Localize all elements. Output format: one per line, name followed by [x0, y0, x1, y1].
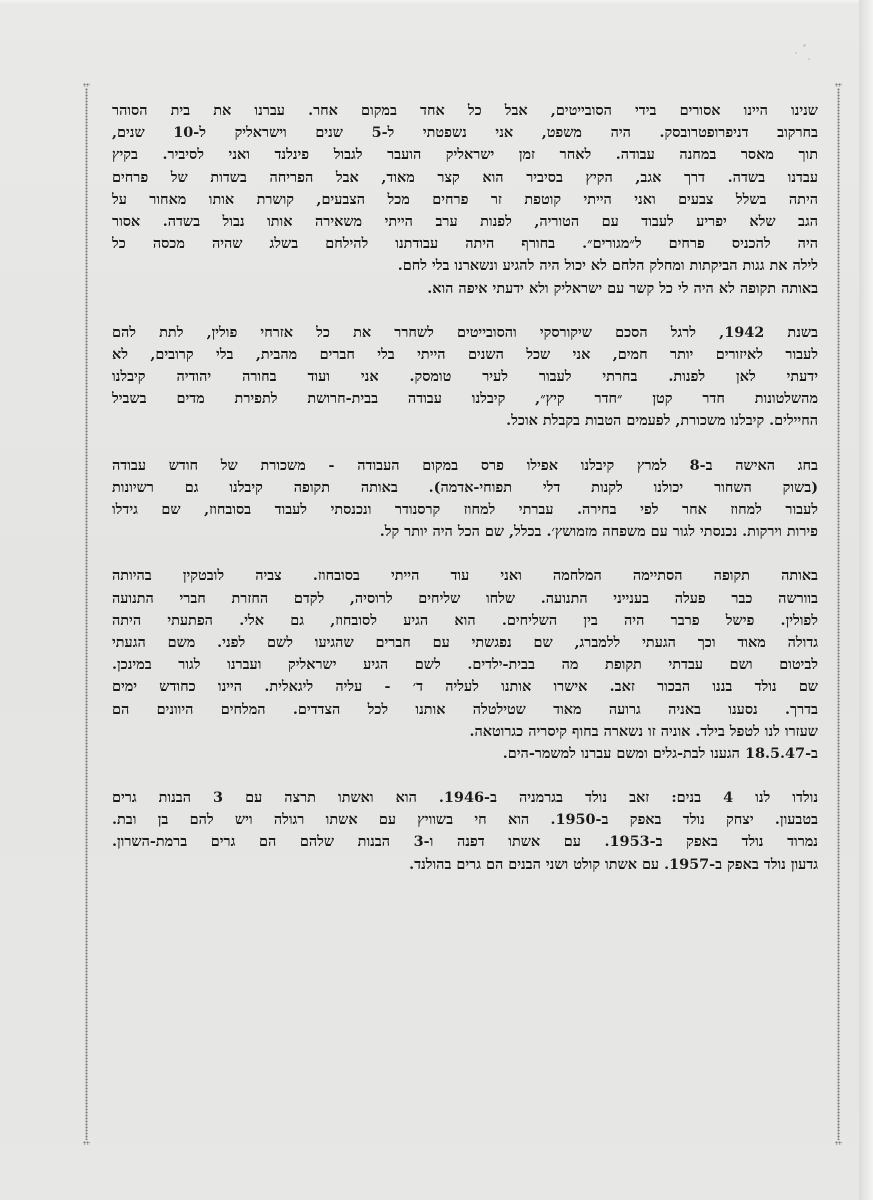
text-line: גדולה מאוד וכך הגעתי ללמברג, שם נפגשתי עם חברים שהגיעו לשם לפני. משם הגעתי — [112, 633, 818, 651]
text-line: שם נולד בננו הבכור זאב. אישרו אותנו לעליה ד׳ - עליה ליגאלית. היינו כחודש ימים — [112, 678, 818, 696]
right-dotted-border — [837, 88, 840, 1140]
text-line: עבדנו בשדה. דרך אגב, הקיץ בסיביר הוא קצר מאוד, אבל הפריחה בשדות של פרחים — [112, 168, 818, 186]
text-line: פירות וירקות. נכנסתי לגור עם משפחה מזמושץ׳. בכלל, שם הכל היה יותר קל. — [379, 523, 818, 541]
text-line: בדרך. נסענו באניה גרועה מאוד שטילטלה אותנו לכל הצדדים. המלחים היוונים הם — [112, 700, 818, 718]
text-line: לעבור למחוז אחר לפי בחירה. עברתי למחוז קרסנודר ונכנסתי לעבוד בסובחוז, שם גידלו — [112, 501, 818, 518]
text-line: שעזרו לנו לטפל בילד. אוניה זו נשארה בחוף קיסריה כגרוטאה. — [469, 722, 818, 740]
scan-top-edge — [0, 0, 873, 6]
scan-right-edge — [859, 0, 873, 1200]
text-line: בוורשה כבר פעלה בענייני התנועה. שלחו שליחים לרוסיה, לקדם החזרת חברי התנועה — [112, 589, 818, 607]
text-line: החיילים. קיבלנו משכורת, לפעמים הטבות בקבלת אוכל. — [506, 412, 818, 430]
text-line: בשנת 1942, לרגל הסכם שיקורסקי והסובייטים לשחרר את כל אזרחי פולין, לתת להם — [112, 323, 818, 341]
text-line: היתה בשלל צבעים ואני הייתי קוטפת זר פרחים מכל הצבעים, קושרת אותו מאחור על — [112, 190, 818, 208]
text-line: נמרוד נולד באפק ב-1953. עם אשתו דפנה ו-3 הבנות שלהם הם גרים ברמת-השרון. — [112, 833, 818, 851]
text-line: באותה תקופה לא היה לי כל קשר עם ישראליק ולא ידעתי איפה הוא. — [427, 279, 818, 297]
text-line: מהשלטונות חדר קטן ״חדר קיץ״, קיבלנו עבודה בבית-חרושת לתפירת מדים בשביל — [112, 390, 818, 408]
text-line: באותה תקופה הסתיימה המלחמה ואני עוד הייתי בסובחוז. צביה לובטקין בהיותה — [112, 567, 818, 585]
scan-speck — [808, 58, 810, 60]
paragraph — [112, 787, 818, 876]
paragraph — [112, 322, 818, 433]
text-line: לפולין. פישל פרבר היה בין השליחים. הוא הגיע לסובחוז, גם אלי. הפתעתי היתה — [112, 611, 818, 629]
paragraph — [112, 100, 818, 300]
text-line: גדעון נולד באפק ב-1957. עם אשתו קולט ושני הבנים הם גרים בהולנד. — [409, 855, 818, 873]
text-line: ב-18.5.47 הגענו לבת-גלים ומשם עברנו למשמר-הים. — [502, 744, 818, 762]
text-line: נולדו לנו 4 בנים: זאב נולד בגרמניה ב-1946. הוא ואשתו תרצה עם 3 הבנות גרים — [112, 789, 818, 807]
text-line: לילה את גגות הביקתות ומחלק הלחם לא יכול היה להגיע ונשארנו בלי לחם. — [397, 257, 818, 275]
text-line: (בשוק השחור יכולנו לקנות דלי תפוחי-אדמה). באותה תקופה קיבלנו גם רשיונות — [112, 478, 818, 496]
text-line: היה להכניס פרחים ל״מגורים״. בחורף היתה עבודתנו להילחם בשלג שהיה מכסה כל — [112, 235, 818, 253]
text-line: בחג האישה ב-8 למרץ קיבלנו אפילו פרס במקום העבודה - משכורת של חודש עבודה — [112, 456, 818, 474]
paragraph — [112, 565, 818, 765]
paragraph — [112, 455, 818, 544]
text-line: הגב שלא יפריע לעבוד עם הטוריה, לפנות ערב הייתי משאירה אותו נבול בשדה. אסור — [112, 212, 818, 230]
text-line: בחרקוב דניפרופטרובסק. היה משפט, אני נשפטתי ל-5 שנים וישראליק ל-10 שנים, — [112, 124, 818, 142]
memoir-text — [112, 100, 818, 898]
text-line: בטבעון. יצחק נולד באפק ב-1950. הוא חי בשוויץ עם אשתו רגולה ויש להם בן ובת. — [112, 811, 818, 829]
text-line: לביטום ושם עבדתי תקופת מה בבית-ילדים. לשם הגיע ישראליק ועברנו לגור במינכן. — [112, 656, 818, 674]
text-line: ידעתי לאן לפנות. בחרתי לעבור לעיר טומסק. אני ועוד בחורה יהודיה קיבלנו — [112, 368, 818, 386]
text-line: לעבור לאיזורים יותר חמים, אני שכל השנים הייתי בלי חברים מהבית, בלי קרובים, לא — [112, 345, 818, 363]
left-dotted-border — [85, 88, 88, 1140]
scan-speck — [803, 44, 806, 47]
scan-speck — [795, 52, 797, 54]
text-line: שנינו היינו אסורים בידי הסובייטים, אבל כל אחד במקום אחר. עברנו את בית הסוהר — [112, 102, 818, 119]
text-line: תוך מאסר במחנה עבודה. לאחר זמן ישראליק הועבר לגבול פינלנד ואני לסיביר. בקיץ — [112, 146, 818, 164]
